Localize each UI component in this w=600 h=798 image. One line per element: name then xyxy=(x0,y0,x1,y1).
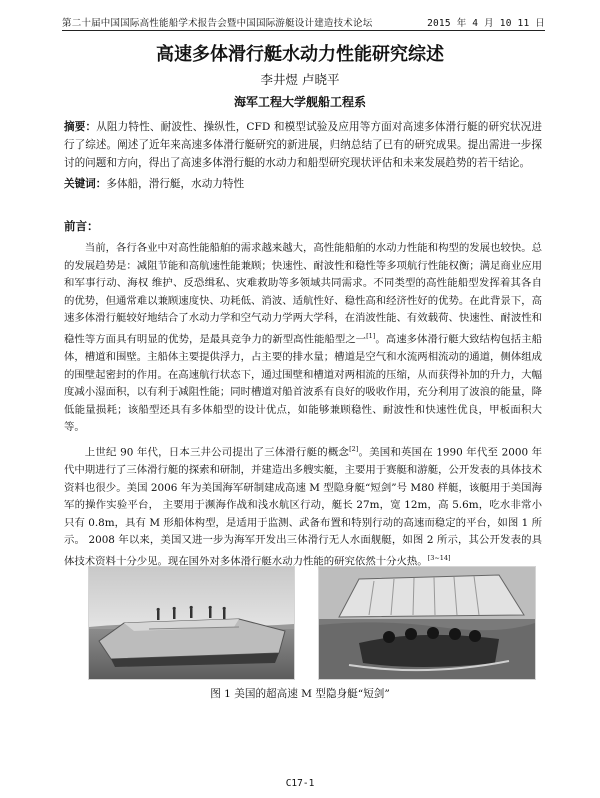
citation-1: [1] xyxy=(366,331,376,340)
keywords-text: 多体船，滑行艇，水动力特性 xyxy=(106,178,245,190)
conference-name: 第二十届中国国际高性能船学术报告会暨中国国际游艇设计建造技术论坛 xyxy=(62,18,373,29)
body-text xyxy=(64,240,542,575)
paragraph-2 xyxy=(64,441,542,571)
paper-authors: 李井煜 卢晓平 xyxy=(260,72,340,87)
figure-caption: 图 1 美国的超高速 M 型隐身艇“短剑” xyxy=(210,688,390,700)
section-heading-intro: 前言： xyxy=(64,219,99,233)
paragraph-2-text-a: 上世纪 90 年代，日本三井公司提出了三体滑行艇的概念 xyxy=(84,446,350,459)
paragraph-1-text: 当前，各行各业中对高性能船舶的需求越来越大，高性能船舶的水动力性能和构型的发展也较快。总的发展趋势是：减阻节能和高航速性能兼顾；快速性、耐波性和稳性等多项航行性能权衡；满足商业应用和军事行动、海权 维护、反恐缉私、灾难救助等多领域共同需求。不同类型的高性能船型发挥着其各自的优势，但通常难以兼顾速度快、功耗低、消波、适航性好、稳性高和经济性好的优势。在此背景下，高速多体滑行艇较好地结合了水动力学和空气动力学两大学科，在消波性能、有效载荷、快速性、耐波性和稳性等方面具有明显的优势，是最具竞争力的新型高性能船型之一 xyxy=(64,242,542,346)
citation-3-14: [3~14] xyxy=(427,554,451,563)
conference-date: 2015 年 4 月 10 11 日 xyxy=(427,18,545,29)
running-header xyxy=(62,12,545,31)
paragraph-1 xyxy=(64,240,542,437)
crew-boat-photo-icon xyxy=(318,566,536,680)
citation-2: [2] xyxy=(349,445,359,453)
paragraph-2-text-b: 。美国和英国在 1990 年代至 2000 年代中期进行了三体滑行艇的探索和研制，并建造出多艘实艇，主要用于赛艇和游艇，公开发表的具体技术资料也很少。美国 2006 年为美国海军研制建成高速 M 型隐身艇“短剑”号 M80 样艇，该艇用于美国海军的操作实验平台， 主要用于濒海作战和浅水航区行动，艇长 27m，宽 12m，高 5.6m，吃水非常小只有 0.8m，具有 M 形船体构型，是适用于监测、武备布置和特别行动的高速而稳定的平台，如图 1 所示。 2008 年以来，美国又进一步为海军开发出三体滑行无人水面舰艇，如图 2 所示，其公开发表的具体技术资料十分少见。现在国外对多体滑行艇水动力性能的研究依然十分火热。 xyxy=(64,446,542,568)
keywords-label: 关键词： xyxy=(64,178,107,190)
stealth-boat-photo-icon xyxy=(88,566,295,680)
paper-title: 高速多体滑行艇水动力性能研究综述 xyxy=(156,44,444,65)
abstract-label: 摘要： xyxy=(64,121,97,133)
keywords xyxy=(64,176,542,191)
paragraph-1-tail: 。高速多体滑行艇大致结构包括主船体，槽道和围壁。主船体主要提供浮力，占主要的排水量；槽道是空气和水流两相流动的通道，侧体组成的围壁起密封的作用。在高速航行状态下，通过围壁和槽道对两相流的压缩，从而获得补加的升力，大幅度减小湿面积，以有利于减阻性能；同时槽道对船首波系有良好的吸收作用，充分利用了波浪的能量，降低能量损耗；该船型还具有多体船型的设计优点，如能够兼顾稳性、耐波性和快速性优良，甲板面积大等。 xyxy=(64,333,543,434)
abstract xyxy=(64,118,542,172)
author-affiliation: 海军工程大学舰船工程系 xyxy=(233,95,366,109)
page-number: C17-1 xyxy=(285,778,315,789)
abstract-text: 从阻力特性、耐波性、操纵性，CFD 和模型试验及应用等方面对高速多体滑行艇的研究状况进行了综述。阐述了近年来高速多体滑行艇研究的新进展，归纳总结了已有的研究成果。提出需进一步探讨的问题和方向，得出了高速多体滑行艇的水动力和船型研究现状评估和未来发展趋势的若干结论。 xyxy=(64,121,542,169)
